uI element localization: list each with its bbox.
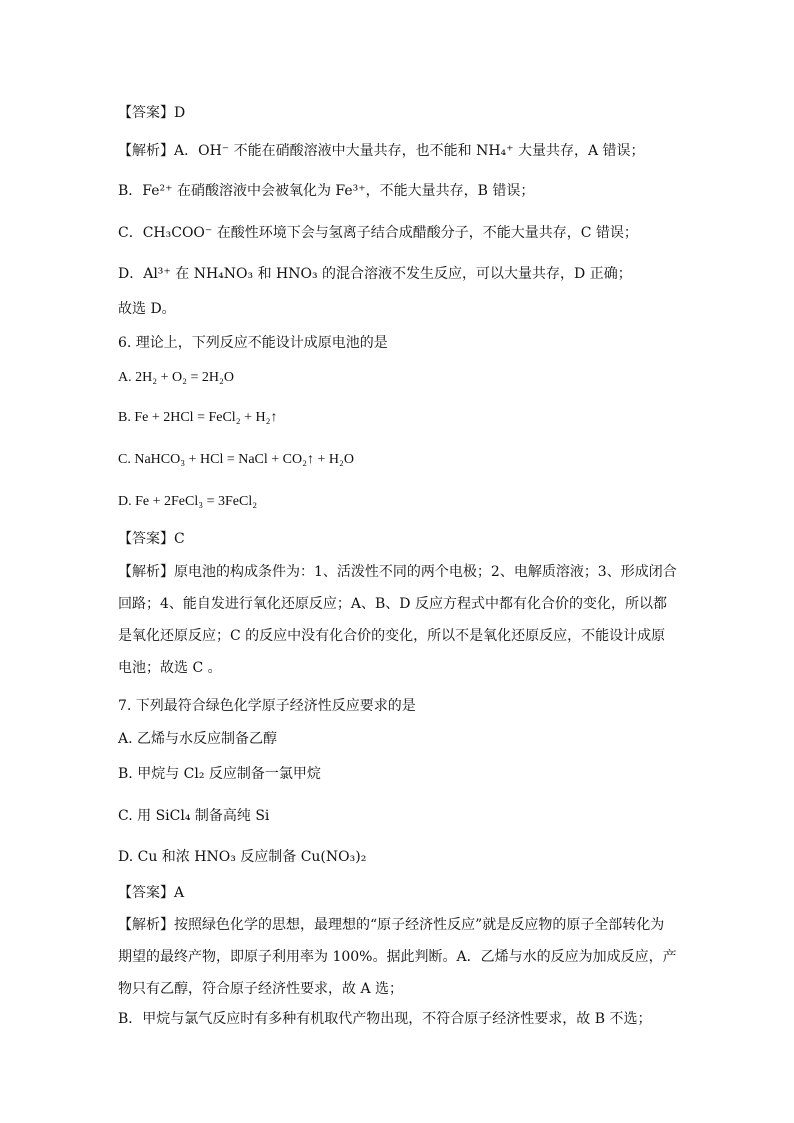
q6-analysis: 【解析】原电池的构成条件为：1、活泼性不同的两个电极；2、电解质溶液；3、形成闭合回路；4、能自发进行氧化还原反应；A、B、D 反应方程式中都有化合价的变化，所以都是氧化还原反应；C 的反应中没有化合价的变化，所以不是氧化还原反应，不能设计成原电池；故选 C 。 [118,564,677,676]
q7-option-d: D. Cu 和浓 HNO₃ 反应制备 Cu(NO₃)₂ [118,849,367,865]
q6-question: 6. 理论上，下列反应不能设计成原电池的是 [118,335,388,351]
q5-analysis-a: 【解析】A．OH⁻ 不能在硝酸溶液中大量共存，也不能和 NH₄⁺ 大量共存，A 错误； [118,143,645,159]
q5-analysis-d: D．Al³⁺ 在 NH₄NO₃ 和 HNO₃ 的混合溶液不发生反应，可以大量共存，D 正确； [118,266,632,282]
q7-answer: 【答案】A [118,885,185,901]
q5-analysis-c: C．CH₃COO⁻ 在酸性环境下会与氢离子结合成醋酸分子，不能大量共存，C 错误； [118,225,638,241]
q5-analysis-b: B．Fe²⁺ 在硝酸溶液中会被氧化为 Fe³⁺，不能大量共存，B 错误； [118,183,535,199]
q6-option-d: D. Fe + 2FeCl₃ = 3FeCl₂ [118,494,258,509]
q6-option-b: B. Fe + 2HCl = FeCl₂ + H₂↑ [118,410,278,425]
q6-option-c: C. NaHCO₃ + HCl = NaCl + CO₂↑ + H₂O [118,452,355,467]
q7-option-b: B. 甲烷与 Cl₂ 反应制备一氯甲烷 [118,766,321,782]
q6-option-a: A. 2H₂ + O₂ = 2H₂O [118,370,234,385]
q5-answer: 【答案】D [118,105,186,121]
q6-answer: 【答案】C [118,531,185,547]
q7-question: 7. 下列最符合绿色化学原子经济性反应要求的是 [118,698,416,714]
q5-conclusion: 故选 D。 [118,301,176,317]
q7-analysis-b: B．甲烷与氯气反应时有多种有机取代产物出现，不符合原子经济性要求，故 B 不选； [118,1011,652,1027]
q7-option-a: A. 乙烯与水反应制备乙醇 [118,731,278,747]
q7-option-c: C. 用 SiCl₄ 制备高纯 Si [118,808,270,824]
q7-analysis: 【解析】按照绿色化学的思想，最理想的“原子经济性反应”就是反应物的原子全部转化为期望的最终产物，即原子利用率为 100%。据此判断。A．乙烯与水的反应为加成反应，产物只有乙醇，符合原子经济性要求，故 A 选； [118,917,677,997]
